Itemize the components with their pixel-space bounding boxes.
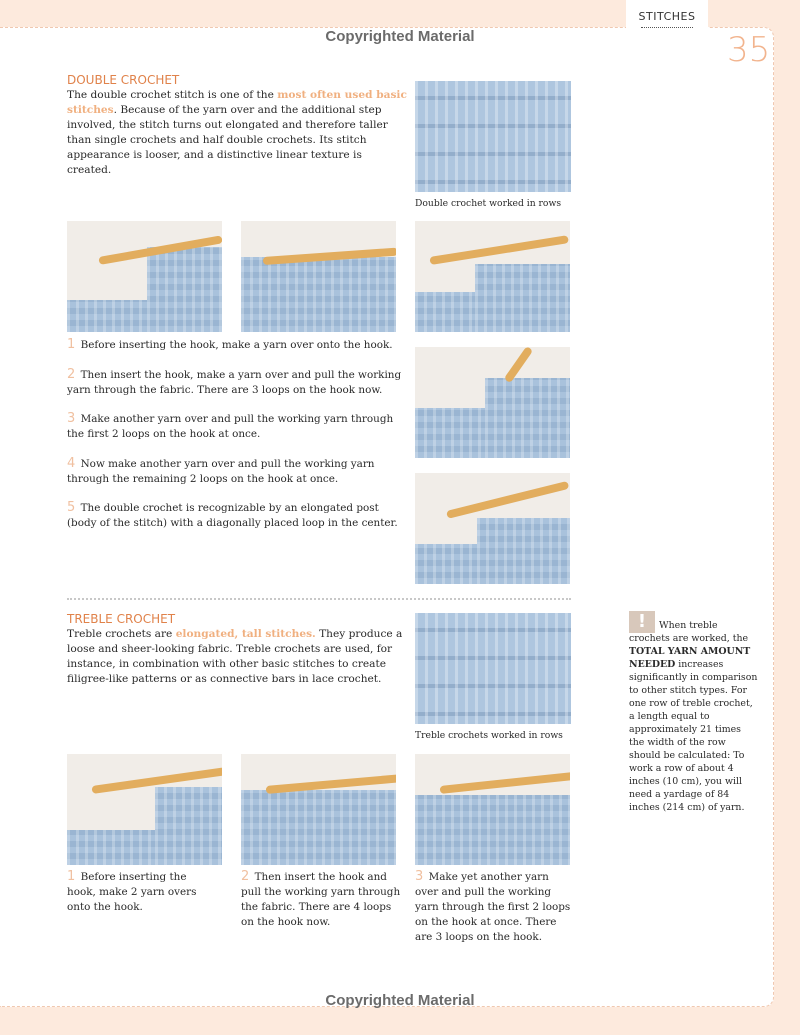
step-text: Before inserting the hook, make a yarn over onto the hook.	[80, 339, 393, 351]
treble-crochet-swatch-photo	[415, 613, 571, 724]
note-emphasis: TOTAL YARN AMOUNT NEEDED	[629, 646, 751, 670]
step-number: 1	[67, 337, 76, 352]
dc-step-3	[67, 411, 407, 442]
intro-text: They produce a loose and sheer-looking fabric. Treble crochets are used, for instance, in combination with other basic stitches to create filigree-like patterns or as connective bars in lace crochet.	[67, 628, 403, 685]
treble-crochet-intro	[67, 627, 407, 687]
dc-step5-photo	[415, 473, 570, 584]
page-number: 35	[727, 30, 771, 70]
intro-text: Treble crochets are	[67, 628, 176, 640]
tc-step2-photo	[241, 754, 396, 865]
double-crochet-heading: DOUBLE CROCHET	[67, 73, 180, 87]
step-text: Before inserting the hook, make 2 yarn overs onto the hook.	[67, 871, 197, 913]
double-crochet-swatch-photo	[415, 81, 571, 192]
dc-step-5	[67, 500, 407, 531]
tc-step-2	[241, 869, 401, 930]
step-number: 2	[241, 869, 250, 884]
step-number: 3	[67, 411, 76, 426]
step-text: Make another yarn over and pull the working yarn through the first 2 loops on the hook at once.	[67, 413, 394, 440]
note-text: When treble crochets are worked, the	[629, 620, 749, 644]
yarn-amount-note	[629, 619, 759, 814]
intro-text: . Because of the yarn over and the additional step involved, the stitch turns out elongated and therefore taller than single crochets and half double crochets. Its stitch appearance is looser, and a distinctive linear texture is created.	[67, 104, 388, 176]
step-number: 4	[67, 456, 76, 471]
dc-step-1	[67, 337, 407, 353]
step-number: 3	[415, 869, 424, 884]
watermark-top: Copyrighted Material	[325, 28, 475, 45]
step-number: 2	[67, 367, 76, 382]
step-text: Make yet another yarn over and pull the working yarn through the first 2 loops on the hook at once. There are 3 loops on the hook.	[415, 871, 571, 943]
dc-step-2	[67, 367, 407, 398]
step-number: 1	[67, 869, 76, 884]
tc-step-1	[67, 869, 217, 915]
intro-highlight: most often used basic stitches	[67, 89, 407, 116]
tc-step1-photo	[67, 754, 222, 865]
double-crochet-swatch-caption: Double crochet worked in rows	[415, 198, 562, 209]
dc-step3-photo	[415, 221, 570, 332]
section-tab	[626, 0, 708, 30]
treble-crochet-swatch-caption: Treble crochets worked in rows	[415, 730, 563, 741]
step-text: Then insert the hook, make a yarn over and pull the working yarn through the fabric. There are 3 loops on the hook now.	[67, 369, 402, 396]
step-number: 5	[67, 500, 76, 515]
section-divider	[67, 598, 571, 600]
double-crochet-intro	[67, 88, 407, 178]
intro-text: The double crochet stitch is one of the	[67, 89, 278, 101]
step-text: The double crochet is recognizable by an elongated post (body of the stitch) with a diagonally placed loop in the center.	[67, 502, 398, 529]
treble-crochet-heading: TREBLE CROCHET	[67, 612, 176, 626]
note-text: increases significantly in comparison to other stitch types. For one row of treble crochet, a length equal to approximately 21 times the width of the row should be calculated: To work a row of about 4 inches (10 cm), you will need a yardage of 84 inches (214 cm) of yarn.	[629, 659, 758, 813]
step-text: Now make another yarn over and pull the working yarn through the remaining 2 loops on the hook at once.	[67, 458, 375, 485]
watermark-bottom: Copyrighted Material	[325, 992, 475, 1009]
dc-step1-photo	[67, 221, 222, 332]
intro-highlight: elongated, tall stitches.	[175, 628, 316, 640]
dc-step4-photo	[415, 347, 570, 458]
section-tab-label: STITCHES	[638, 10, 696, 23]
dc-step-4	[67, 456, 407, 487]
tc-step3-photo	[415, 754, 570, 865]
dc-step2-photo	[241, 221, 396, 332]
exclamation-icon: !	[629, 611, 655, 633]
tc-step-3	[415, 869, 575, 945]
step-text: Then insert the hook and pull the working yarn through the fabric. There are 4 loops on the hook now.	[241, 871, 401, 928]
